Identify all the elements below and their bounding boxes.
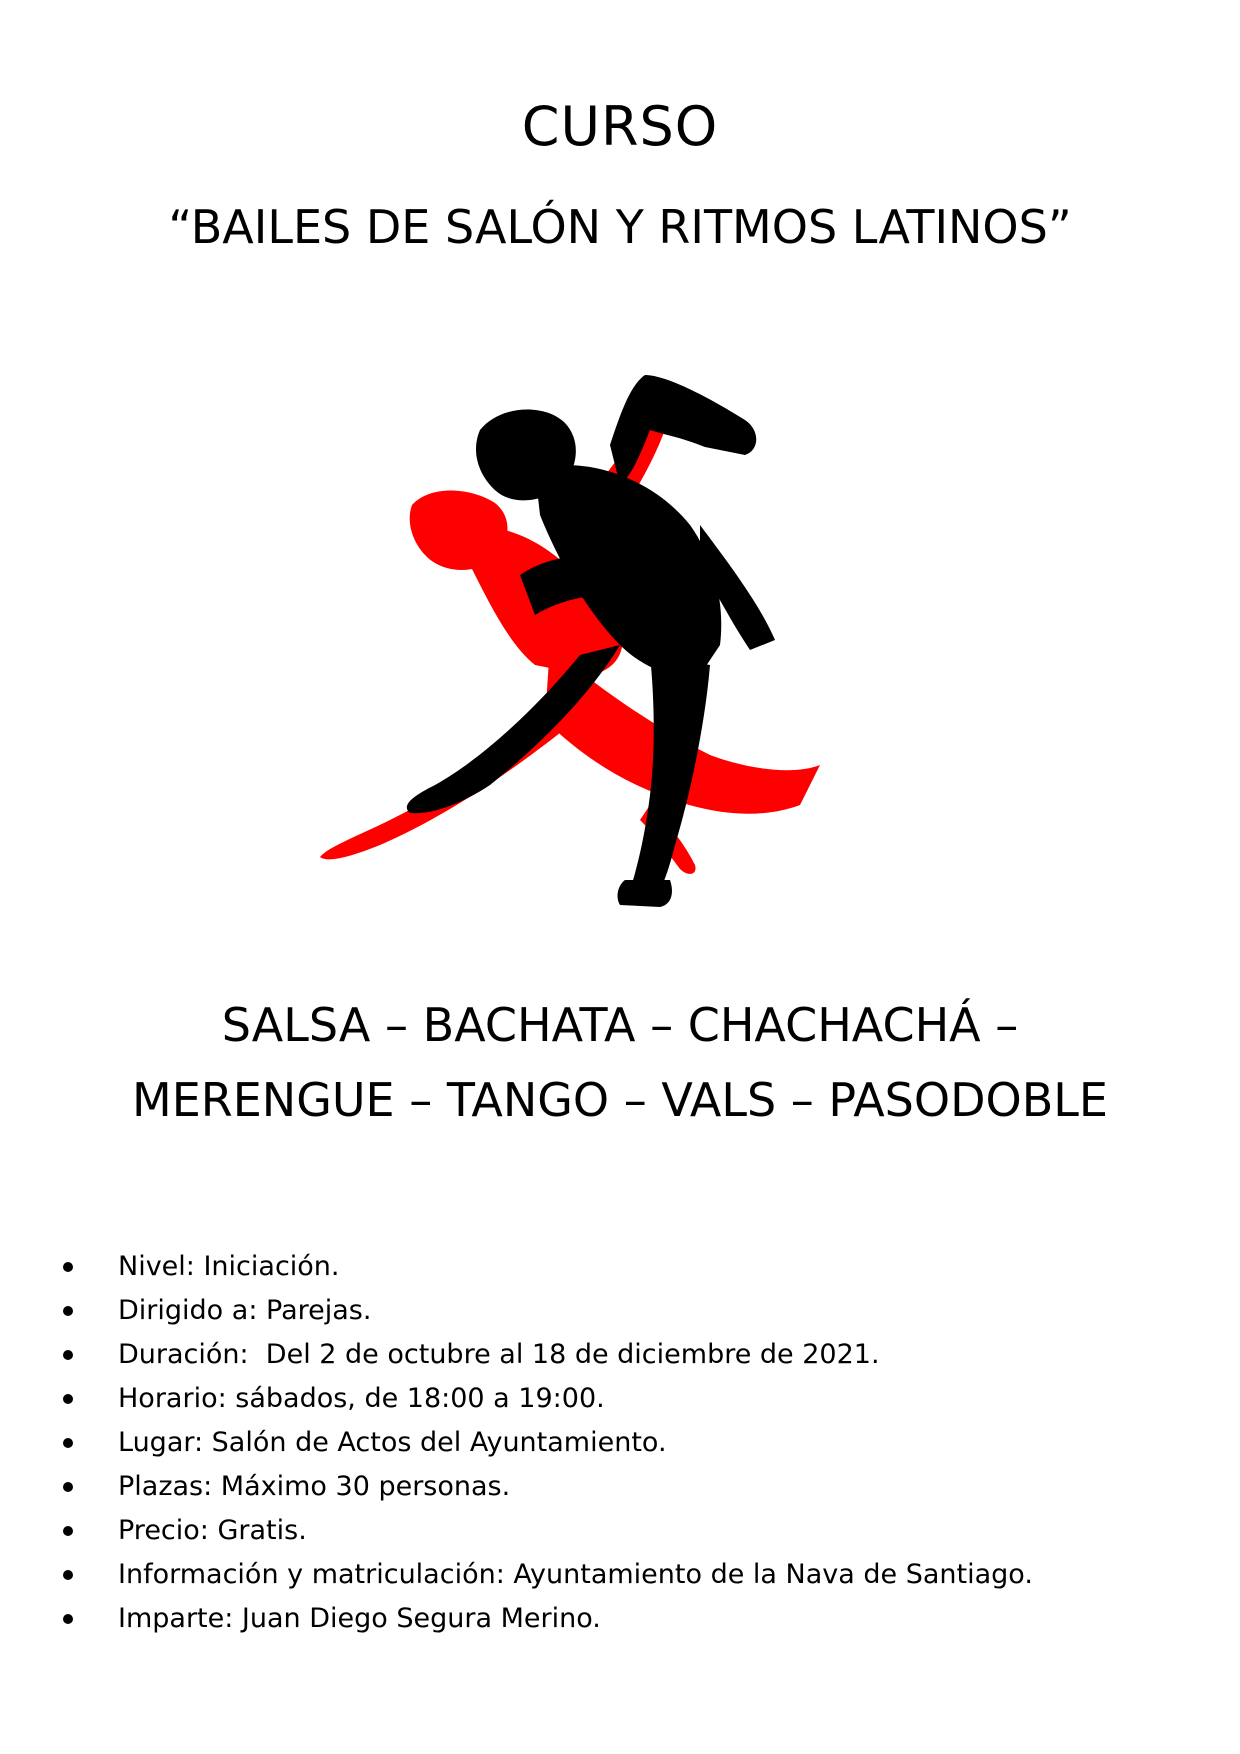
detail-text: Nivel: Iniciación. <box>118 1251 340 1282</box>
detail-location <box>0 1421 1240 1465</box>
detail-registration <box>0 1553 1240 1597</box>
detail-duration <box>0 1333 1240 1377</box>
dance-styles-line-2: MERENGUE – TANGO – VALS – PASODOBLE <box>132 1073 1108 1127</box>
detail-instructor <box>0 1597 1240 1641</box>
detail-text: Imparte: Juan Diego Segura Merino. <box>118 1603 601 1634</box>
detail-audience <box>0 1289 1240 1333</box>
detail-text: Precio: Gratis. <box>118 1515 307 1546</box>
bullet-icon <box>63 1262 73 1272</box>
detail-places <box>0 1465 1240 1509</box>
bullet-icon <box>63 1438 73 1448</box>
detail-level <box>0 1245 1240 1289</box>
detail-schedule <box>0 1377 1240 1421</box>
bullet-icon <box>63 1570 73 1580</box>
detail-text: Horario: sábados, de 18:00 a 19:00. <box>118 1383 605 1414</box>
course-details-list <box>0 1245 1240 1641</box>
detail-text: Dirigido a: Parejas. <box>118 1295 372 1326</box>
bullet-icon <box>63 1394 73 1404</box>
bullet-icon <box>63 1526 73 1536</box>
course-title: “BAILES DE SALÓN Y RITMOS LATINOS” <box>168 200 1072 254</box>
bullet-icon <box>63 1482 73 1492</box>
bullet-icon <box>63 1306 73 1316</box>
detail-text: Duración: Del 2 de octubre al 18 de diciembre de 2021. <box>118 1339 880 1370</box>
bullet-icon <box>63 1350 73 1360</box>
detail-price <box>0 1509 1240 1553</box>
detail-text: Lugar: Salón de Actos del Ayuntamiento. <box>118 1427 667 1458</box>
dance-styles-line-1: SALSA – BACHATA – CHACHACHÁ – <box>221 998 1019 1052</box>
bullet-icon <box>63 1614 73 1624</box>
course-heading: CURSO <box>521 95 719 158</box>
detail-text: Plazas: Máximo 30 personas. <box>118 1471 511 1502</box>
dancing-couple-illustration <box>320 375 910 960</box>
detail-text: Información y matriculación: Ayuntamiento de la Nava de Santiago. <box>118 1559 1033 1590</box>
